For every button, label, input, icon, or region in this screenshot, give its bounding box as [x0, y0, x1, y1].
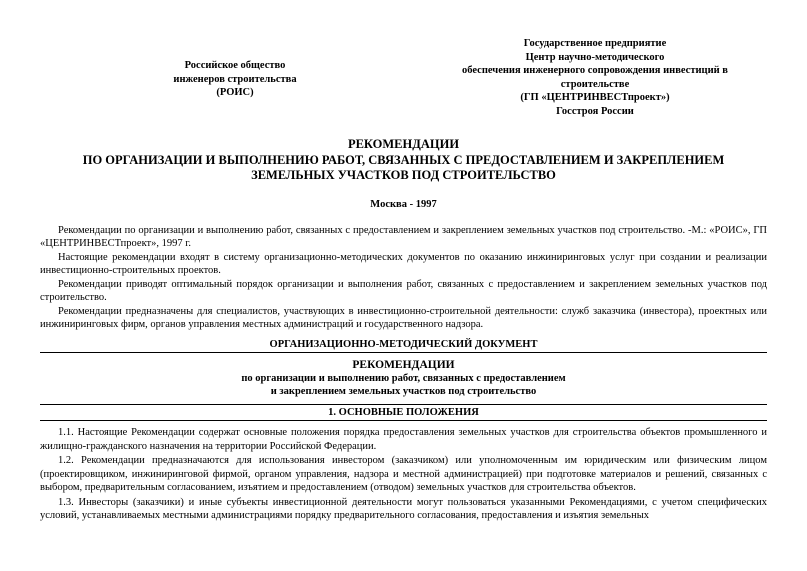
city-year: Москва - 1997 — [370, 199, 437, 210]
header-left-line: (РОИС) — [216, 87, 254, 98]
title-line: РЕКОМЕНДАЦИИ — [347, 137, 460, 151]
intro-annotation — [40, 224, 767, 331]
body-paragraph: 1.2. Рекомендации предназначаются для использования инвестором (заказчиком) или уполномоченным им юридическим или физическим лицом (проектировщиком, инжиниринговой фирмой, органом управления, надзора и местной администрацией) при подготовке материалов и решений, связанных с выбором, предварительным согласованием, изъятием и предоставлением (отводом) земельных участков для строительства объектов. — [40, 455, 767, 493]
divider — [40, 352, 767, 353]
rec-line: по организации и выполнению работ, связанных с предоставлением — [241, 373, 566, 384]
title-line: ПО ОРГАНИЗАЦИИ И ВЫПОЛНЕНИЮ РАБОТ, СВЯЗАННЫХ С ПРЕДОСТАВЛЕНИЕМ И ЗАКРЕПЛЕНИЕМ — [82, 152, 725, 167]
intro-paragraph: Рекомендации по организации и выполнению работ, связанных с предоставлением и закреплением земельных участков под строительство. -М.: «РОИС», ГП «ЦЕНТРИНВЕСТпроект», 1997 г. — [40, 225, 767, 249]
body-paragraph: 1.3. Инвесторы (заказчики) и иные субъекты инвестиционной деятельности могут пользоваться указанными Рекомендациями, с учетом специфических условий, устанавливаемых местными администрациями порядку предварительного согласования, предоставления и изъятия земельных — [40, 496, 767, 521]
body-paragraph: 1.1. Настоящие Рекомендации содержат основные положения порядка предоставления земельных участков для строительства объектов промышленного и жилищно-гражданского назначения на территории Российской Федерации. — [40, 427, 767, 452]
header-left-org — [140, 59, 330, 100]
header-left-line: Российское общество — [184, 60, 286, 71]
header-right-line: Государственное предприятие — [523, 38, 667, 49]
header-left-line: инженеров строительства — [173, 73, 297, 85]
recommendations-block — [40, 359, 767, 398]
divider — [40, 404, 767, 405]
section-body — [40, 426, 767, 523]
section-heading: 1. ОСНОВНЫЕ ПОЛОЖЕНИЯ — [328, 407, 479, 418]
document-title — [40, 137, 767, 184]
header-right-line: строительстве — [560, 78, 630, 90]
header-right-org — [430, 37, 760, 118]
document-type-heading: ОРГАНИЗАЦИОННО-МЕТОДИЧЕСКИЙ ДОКУМЕНТ — [269, 339, 538, 350]
intro-paragraph: Настоящие рекомендации входят в систему организационно-методических документов по оказанию инжиниринговых услуг при создании и реализации инвестиционно-строительных проектов. — [40, 252, 767, 276]
title-line: ЗЕМЕЛЬНЫХ УЧАСТКОВ ПОД СТРОИТЕЛЬСТВО — [251, 168, 556, 182]
intro-paragraph: Рекомендации предназначены для специалистов, участвующих в инвестиционно-строительной деятельности: служб заказчика (инвестора), проектных или инжиниринговых фирм, органов управления местных администраций и государственного надзора. — [40, 306, 767, 330]
header-right-line: обеспечения инженерного сопровождения инвестиций в — [462, 65, 728, 76]
rec-line: и закреплением земельных участков под строительство — [270, 386, 537, 397]
intro-paragraph: Рекомендации приводят оптимальный порядок организации и выполнения работ, связанных с предоставлением и закреплением земельных участков под строительство. — [40, 279, 767, 303]
header-right-line: Госстроя России — [556, 105, 634, 117]
header-right-line: Центр научно-методического — [525, 51, 665, 63]
rec-heading: РЕКОМЕНДАЦИИ — [352, 359, 455, 371]
header-right-line: (ГП «ЦЕНТРИНВЕСТпроект») — [520, 92, 670, 103]
divider — [40, 420, 767, 421]
